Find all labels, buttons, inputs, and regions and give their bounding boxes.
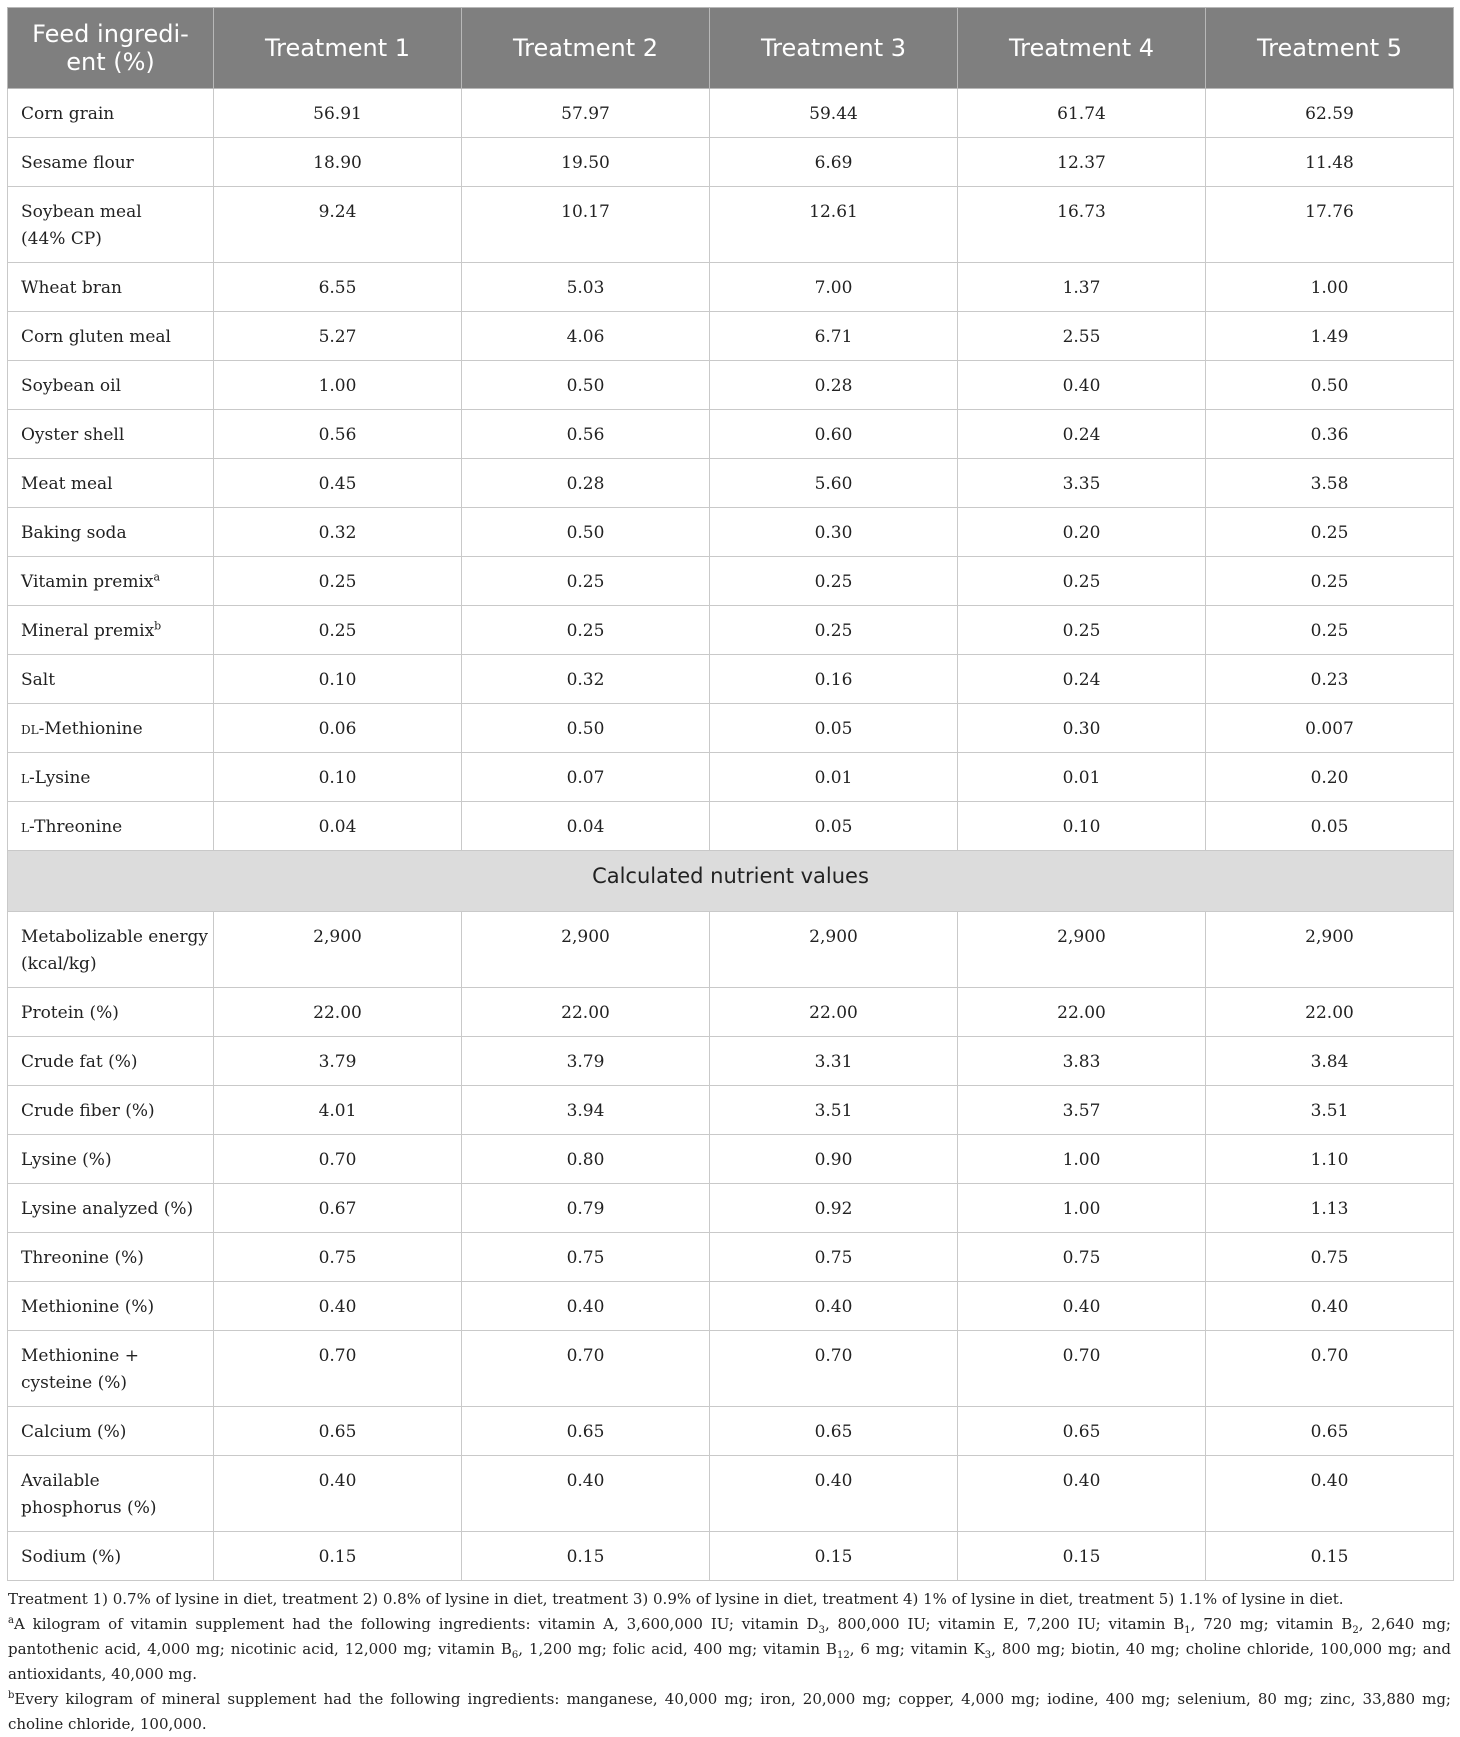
cell-treatment-5: 0.50 — [1206, 361, 1454, 410]
cell-treatment-1: 4.01 — [214, 1086, 462, 1135]
cell-treatment-1: 0.70 — [214, 1331, 462, 1407]
row-label-mineral-premix: Mineral premix$^b$ — [8, 606, 214, 655]
cell-treatment-1: 0.25 — [214, 557, 462, 606]
cell-treatment-5: 0.007 — [1206, 704, 1454, 753]
cell-treatment-2: 0.25 — [462, 557, 710, 606]
cell-treatment-4: 0.40 — [958, 1456, 1206, 1532]
cell-treatment-2: 10.17 — [462, 187, 710, 263]
cell-treatment-2: 0.28 — [462, 459, 710, 508]
cell-treatment-1: 22.00 — [214, 988, 462, 1037]
cell-treatment-1: 2,900 — [214, 912, 462, 988]
cell-treatment-2: 0.56 — [462, 410, 710, 459]
cell-treatment-5: 0.65 — [1206, 1407, 1454, 1456]
cell-treatment-3: 22.00 — [710, 988, 958, 1037]
cell-treatment-5: 17.76 — [1206, 187, 1454, 263]
cell-treatment-3: 0.40 — [710, 1456, 958, 1532]
cell-treatment-1: 0.75 — [214, 1233, 462, 1282]
cell-treatment-4: 0.10 — [958, 802, 1206, 851]
cell-treatment-1: 6.55 — [214, 263, 462, 312]
cell-treatment-1: 0.67 — [214, 1184, 462, 1233]
row-label-corn-grain: Corn grain — [8, 89, 214, 138]
cell-treatment-3: 12.61 — [710, 187, 958, 263]
footnote-marker-b: b — [154, 619, 162, 633]
cell-treatment-3: 0.92 — [710, 1184, 958, 1233]
header-treatment-2: Treatment 2 — [462, 8, 710, 89]
cell-treatment-4: 3.83 — [958, 1037, 1206, 1086]
cell-treatment-1: 0.65 — [214, 1407, 462, 1456]
stereo-prefix: l — [21, 817, 29, 837]
header-treatment-4: Treatment 4 — [958, 8, 1206, 89]
table-row — [8, 1135, 1454, 1184]
cell-treatment-4: 2,900 — [958, 912, 1206, 988]
cell-treatment-1: 1.00 — [214, 361, 462, 410]
table-row — [8, 1184, 1454, 1233]
cell-treatment-1: 0.40 — [214, 1456, 462, 1532]
cell-treatment-4: 22.00 — [958, 988, 1206, 1037]
cell-treatment-2: 5.03 — [462, 263, 710, 312]
row-label-dl-methionine: dl-Methionine — [8, 704, 214, 753]
cell-treatment-2: 0.32 — [462, 655, 710, 704]
cell-treatment-1: 56.91 — [214, 89, 462, 138]
cell-treatment-5: 3.84 — [1206, 1037, 1454, 1086]
cell-treatment-5: 2,900 — [1206, 912, 1454, 988]
cell-treatment-1: 0.06 — [214, 704, 462, 753]
header-treatment-3: Treatment 3 — [710, 8, 958, 89]
cell-treatment-1: 0.15 — [214, 1532, 462, 1581]
row-label-crude-fat: Crude fat (%) — [8, 1037, 214, 1086]
cell-treatment-5: 0.40 — [1206, 1456, 1454, 1532]
table-row — [8, 1037, 1454, 1086]
cell-treatment-3: 0.25 — [710, 557, 958, 606]
table-row — [8, 138, 1454, 187]
row-label-vitamin-premix: Vitamin premix$^a$ — [8, 557, 214, 606]
cell-treatment-2: 0.80 — [462, 1135, 710, 1184]
footnote-marker-b: b — [8, 1690, 15, 1701]
cell-treatment-5: 1.49 — [1206, 312, 1454, 361]
cell-treatment-3: 0.90 — [710, 1135, 958, 1184]
cell-treatment-1: 0.70 — [214, 1135, 462, 1184]
cell-treatment-2: 3.79 — [462, 1037, 710, 1086]
cell-treatment-1: 5.27 — [214, 312, 462, 361]
cell-treatment-5: 3.51 — [1206, 1086, 1454, 1135]
cell-treatment-5: 0.23 — [1206, 655, 1454, 704]
subscript: 6 — [511, 1650, 519, 1661]
table-row — [8, 459, 1454, 508]
cell-treatment-3: 0.05 — [710, 704, 958, 753]
cell-treatment-5: 62.59 — [1206, 89, 1454, 138]
cell-treatment-2: 0.50 — [462, 361, 710, 410]
table-footnotes — [7, 1587, 1453, 1737]
table-row — [8, 1331, 1454, 1407]
cell-treatment-3: 59.44 — [710, 89, 958, 138]
table-row — [8, 655, 1454, 704]
row-label-available-phosphorus: Available phosphorus (%) — [8, 1456, 214, 1532]
cell-treatment-4: 16.73 — [958, 187, 1206, 263]
cell-treatment-3: 0.16 — [710, 655, 958, 704]
table-row — [8, 606, 1454, 655]
cell-treatment-2: 3.94 — [462, 1086, 710, 1135]
cell-treatment-2: 0.15 — [462, 1532, 710, 1581]
subscript: 3 — [818, 1625, 825, 1636]
table-row — [8, 263, 1454, 312]
cell-treatment-4: 0.20 — [958, 508, 1206, 557]
cell-treatment-4: 0.75 — [958, 1233, 1206, 1282]
table-row — [8, 89, 1454, 138]
table-row — [8, 410, 1454, 459]
table-row — [8, 1282, 1454, 1331]
table-row — [8, 1407, 1454, 1456]
cell-treatment-4: 0.40 — [958, 1282, 1206, 1331]
table-row — [8, 802, 1454, 851]
cell-treatment-5: 0.20 — [1206, 753, 1454, 802]
cell-treatment-3: 0.60 — [710, 410, 958, 459]
cell-treatment-4: 0.24 — [958, 655, 1206, 704]
cell-treatment-2: 0.25 — [462, 606, 710, 655]
table-row — [8, 988, 1454, 1037]
cell-treatment-4: 0.30 — [958, 704, 1206, 753]
cell-treatment-1: 0.45 — [214, 459, 462, 508]
cell-treatment-5: 3.58 — [1206, 459, 1454, 508]
cell-treatment-5: 0.05 — [1206, 802, 1454, 851]
stereo-prefix: dl — [21, 719, 39, 739]
cell-treatment-3: 0.15 — [710, 1532, 958, 1581]
cell-treatment-4: 0.65 — [958, 1407, 1206, 1456]
subscript: 2 — [1352, 1625, 1359, 1636]
header-treatment-5: Treatment 5 — [1206, 8, 1454, 89]
footnote-mineral-premix: $^b$Every kilogram of mineral supplement had the following ingredients: manganese, 40,000 mg; iron, 20,000 mg; copper, 4,000 mg; iodine, 400 mg; selenium, 80 mg; zinc, 33,880 mg; choline chloride, 100,000. — [8, 1690, 1451, 1733]
cell-treatment-4: 0.25 — [958, 606, 1206, 655]
cell-treatment-3: 0.28 — [710, 361, 958, 410]
cell-treatment-3: 3.31 — [710, 1037, 958, 1086]
table-header-row — [8, 8, 1454, 89]
cell-treatment-4: 0.25 — [958, 557, 1206, 606]
table-row — [8, 1532, 1454, 1581]
table-body — [8, 89, 1454, 1581]
row-label-corn-gluten-meal: Corn gluten meal — [8, 312, 214, 361]
footnote-vitamin-premix: $^a$A kilogram of vitamin supplement had the following ingredients: vitamin A, 3,600,000 IU; vitamin $D_3$, 800,000 IU; vitamin E, 7,200 IU; vitamin $B_1$, 720 mg; vitamin $B_2$, 2,640 mg; pantothenic acid, 4,000 mg; nicotinic acid, 12,000 mg; vitamin $B_6$, 1,200 mg; folic acid, 400 mg; vitamin $B_{12}$, 6 mg; vitamin $K_3$, 800 mg; biotin, 40 mg; choline chloride, 100,000 mg; and antioxidants, 40,000 mg. — [8, 1615, 1451, 1683]
feed-composition-table — [7, 7, 1454, 1581]
row-label-l-lysine: l-Lysine — [8, 753, 214, 802]
header-feed-ingredient-line-2: ent (%) — [66, 48, 155, 76]
cell-treatment-1: 0.32 — [214, 508, 462, 557]
cell-treatment-2: 0.40 — [462, 1456, 710, 1532]
cell-treatment-4: 3.57 — [958, 1086, 1206, 1135]
row-label-baking-soda: Baking soda — [8, 508, 214, 557]
row-label-crude-fiber: Crude fiber (%) — [8, 1086, 214, 1135]
row-label-lysine: Lysine (%) — [8, 1135, 214, 1184]
cell-treatment-1: 9.24 — [214, 187, 462, 263]
cell-treatment-3: 7.00 — [710, 263, 958, 312]
row-label-calcium: Calcium (%) — [8, 1407, 214, 1456]
table-row — [8, 557, 1454, 606]
cell-treatment-4: 0.40 — [958, 361, 1206, 410]
cell-treatment-1: 3.79 — [214, 1037, 462, 1086]
row-label-soybean-oil: Soybean oil — [8, 361, 214, 410]
cell-treatment-4: 0.15 — [958, 1532, 1206, 1581]
cell-treatment-2: 19.50 — [462, 138, 710, 187]
row-label-threonine: Threonine (%) — [8, 1233, 214, 1282]
table-row — [8, 753, 1454, 802]
cell-treatment-3: 2,900 — [710, 912, 958, 988]
cell-treatment-1: 0.10 — [214, 655, 462, 704]
cell-treatment-2: 57.97 — [462, 89, 710, 138]
header-feed-ingredient — [8, 8, 214, 89]
cell-treatment-2: 0.50 — [462, 508, 710, 557]
cell-treatment-2: 0.70 — [462, 1331, 710, 1407]
cell-treatment-5: 22.00 — [1206, 988, 1454, 1037]
cell-treatment-3: 6.71 — [710, 312, 958, 361]
row-label-methionine-cysteine: Methionine + cysteine (%) — [8, 1331, 214, 1407]
cell-treatment-2: 22.00 — [462, 988, 710, 1037]
subscript: 3 — [984, 1650, 992, 1661]
subscript: 12 — [836, 1650, 850, 1661]
cell-treatment-5: 0.25 — [1206, 508, 1454, 557]
cell-treatment-5: 1.13 — [1206, 1184, 1454, 1233]
cell-treatment-4: 3.35 — [958, 459, 1206, 508]
row-label-protein: Protein (%) — [8, 988, 214, 1037]
section-title: Calculated nutrient values — [8, 851, 1454, 912]
cell-treatment-4: 1.00 — [958, 1184, 1206, 1233]
row-label-methionine: Methionine (%) — [8, 1282, 214, 1331]
table-row — [8, 187, 1454, 263]
cell-treatment-4: 0.70 — [958, 1331, 1206, 1407]
cell-treatment-3: 3.51 — [710, 1086, 958, 1135]
cell-treatment-1: 18.90 — [214, 138, 462, 187]
row-label-soybean-meal-44-cp: Soybean meal (44% CP) — [8, 187, 214, 263]
cell-treatment-2: 4.06 — [462, 312, 710, 361]
row-label-sesame-flour: Sesame flour — [8, 138, 214, 187]
row-label-oyster-shell: Oyster shell — [8, 410, 214, 459]
cell-treatment-1: 0.56 — [214, 410, 462, 459]
cell-treatment-4: 1.37 — [958, 263, 1206, 312]
cell-treatment-2: 2,900 — [462, 912, 710, 988]
row-label-metabolizable-energy-kcal-kg: Metabolizable energy (kcal/kg) — [8, 912, 214, 988]
table-row — [8, 1233, 1454, 1282]
row-label-salt: Salt — [8, 655, 214, 704]
cell-treatment-4: 0.01 — [958, 753, 1206, 802]
cell-treatment-1: 0.04 — [214, 802, 462, 851]
cell-treatment-2: 0.40 — [462, 1282, 710, 1331]
cell-treatment-3: 0.25 — [710, 606, 958, 655]
row-label-sodium: Sodium (%) — [8, 1532, 214, 1581]
cell-treatment-3: 0.75 — [710, 1233, 958, 1282]
cell-treatment-5: 0.75 — [1206, 1233, 1454, 1282]
cell-treatment-3: 0.05 — [710, 802, 958, 851]
cell-treatment-2: 0.50 — [462, 704, 710, 753]
cell-treatment-5: 0.15 — [1206, 1532, 1454, 1581]
cell-treatment-5: 1.00 — [1206, 263, 1454, 312]
table-row — [8, 704, 1454, 753]
cell-treatment-3: 0.30 — [710, 508, 958, 557]
cell-treatment-5: 0.25 — [1206, 606, 1454, 655]
cell-treatment-3: 0.01 — [710, 753, 958, 802]
footnote-treatments: Treatment 1) 0.7% of lysine in diet, treatment 2) 0.8% of lysine in diet, treatment 3) 0.9% of lysine in diet, treatment 4) 1% of lysine in diet, treatment 5) 1.1% of lysine in diet. — [8, 1590, 1344, 1608]
cell-treatment-5: 0.36 — [1206, 410, 1454, 459]
footnote-marker-a: a — [8, 1615, 14, 1626]
subscript: 1 — [1184, 1625, 1191, 1636]
header-feed-ingredient-line-1: Feed ingredi- — [32, 20, 189, 48]
cell-treatment-2: 0.79 — [462, 1184, 710, 1233]
cell-treatment-5: 1.10 — [1206, 1135, 1454, 1184]
table-row — [8, 361, 1454, 410]
cell-treatment-4: 2.55 — [958, 312, 1206, 361]
stereo-prefix: l — [21, 768, 29, 788]
table-row — [8, 1086, 1454, 1135]
table-wrapper — [7, 7, 1453, 1737]
cell-treatment-5: 0.25 — [1206, 557, 1454, 606]
footnote-marker-a: a — [153, 570, 161, 584]
cell-treatment-4: 0.24 — [958, 410, 1206, 459]
cell-treatment-4: 61.74 — [958, 89, 1206, 138]
row-label-lysine-analyzed: Lysine analyzed (%) — [8, 1184, 214, 1233]
cell-treatment-1: 0.25 — [214, 606, 462, 655]
cell-treatment-3: 0.40 — [710, 1282, 958, 1331]
cell-treatment-3: 5.60 — [710, 459, 958, 508]
header-treatment-1: Treatment 1 — [214, 8, 462, 89]
row-label-meat-meal: Meat meal — [8, 459, 214, 508]
cell-treatment-1: 0.40 — [214, 1282, 462, 1331]
cell-treatment-4: 12.37 — [958, 138, 1206, 187]
cell-treatment-5: 11.48 — [1206, 138, 1454, 187]
cell-treatment-3: 0.70 — [710, 1331, 958, 1407]
cell-treatment-2: 0.75 — [462, 1233, 710, 1282]
table-row — [8, 508, 1454, 557]
row-label-l-threonine: l-Threonine — [8, 802, 214, 851]
cell-treatment-5: 0.70 — [1206, 1331, 1454, 1407]
cell-treatment-2: 0.65 — [462, 1407, 710, 1456]
cell-treatment-4: 1.00 — [958, 1135, 1206, 1184]
table-row — [8, 912, 1454, 988]
cell-treatment-3: 0.65 — [710, 1407, 958, 1456]
cell-treatment-5: 0.40 — [1206, 1282, 1454, 1331]
cell-treatment-3: 6.69 — [710, 138, 958, 187]
cell-treatment-1: 0.10 — [214, 753, 462, 802]
row-label-wheat-bran: Wheat bran — [8, 263, 214, 312]
cell-treatment-2: 0.07 — [462, 753, 710, 802]
cell-treatment-2: 0.04 — [462, 802, 710, 851]
table-row — [8, 312, 1454, 361]
table-row — [8, 1456, 1454, 1532]
section-header-row — [8, 851, 1454, 912]
